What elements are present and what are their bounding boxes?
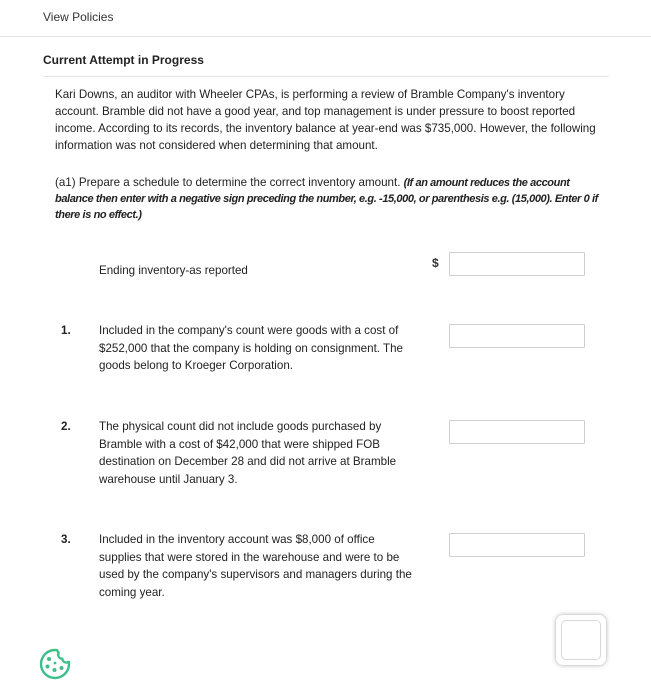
item-description: The physical count did not include goods purchased by Bramble with a cost of $42,000 that were shipped FOB destination on December 28 and did not arrive at Bramble warehouse until January 3. [99,420,397,486]
instruction-emphasis: (If an amount reduces the account balance then enter with a negative sign preceding the number, e.g. -15,000, or parenthesis e.g. (15,000). Enter 0 if there is no effect.) [55,177,598,221]
item-number: 2. [61,420,71,433]
cookie-icon [38,647,72,681]
item-number: 1. [61,324,71,337]
top-divider [0,36,651,37]
chat-icon [561,620,601,660]
ending-inventory-input[interactable] [449,252,585,276]
currency-symbol: $ [432,256,439,270]
cookie-settings-button[interactable] [38,647,72,681]
chat-button[interactable] [556,615,606,665]
instruction-text: (a1) Prepare a schedule to determine the correct inventory amount. [55,176,404,189]
problem-instruction [55,175,610,223]
adjustment-input-2[interactable] [449,420,585,444]
problem-intro: Kari Downs, an auditor with Wheeler CPAs, is performing a review of Bramble Company's inventory account. Bramble did not have a good year, and top management is under pressure to boost reported income. According to its records, the inventory balance at year-end was $735,000. However, the following information was not considered when determining that amount. [55,88,596,152]
item-description: Included in the inventory account was $8,000 of office supplies that were stored in the warehouse and were to be used by the company's supervisors and managers during the coming year. [99,533,412,599]
attempt-title: Current Attempt in Progress [43,53,204,67]
item-number: 3. [61,533,71,546]
adjustment-input-1[interactable] [449,324,585,348]
ending-inventory-label: Ending inventory-as reported [99,264,248,277]
view-policies-link[interactable]: View Policies [43,10,114,24]
item-description: Included in the company's count were goods with a cost of $252,000 that the company is holding on consignment. The goods belong to Kroeger Corporation. [99,324,404,372]
attempt-divider [43,76,609,77]
adjustment-input-3[interactable] [449,533,585,557]
